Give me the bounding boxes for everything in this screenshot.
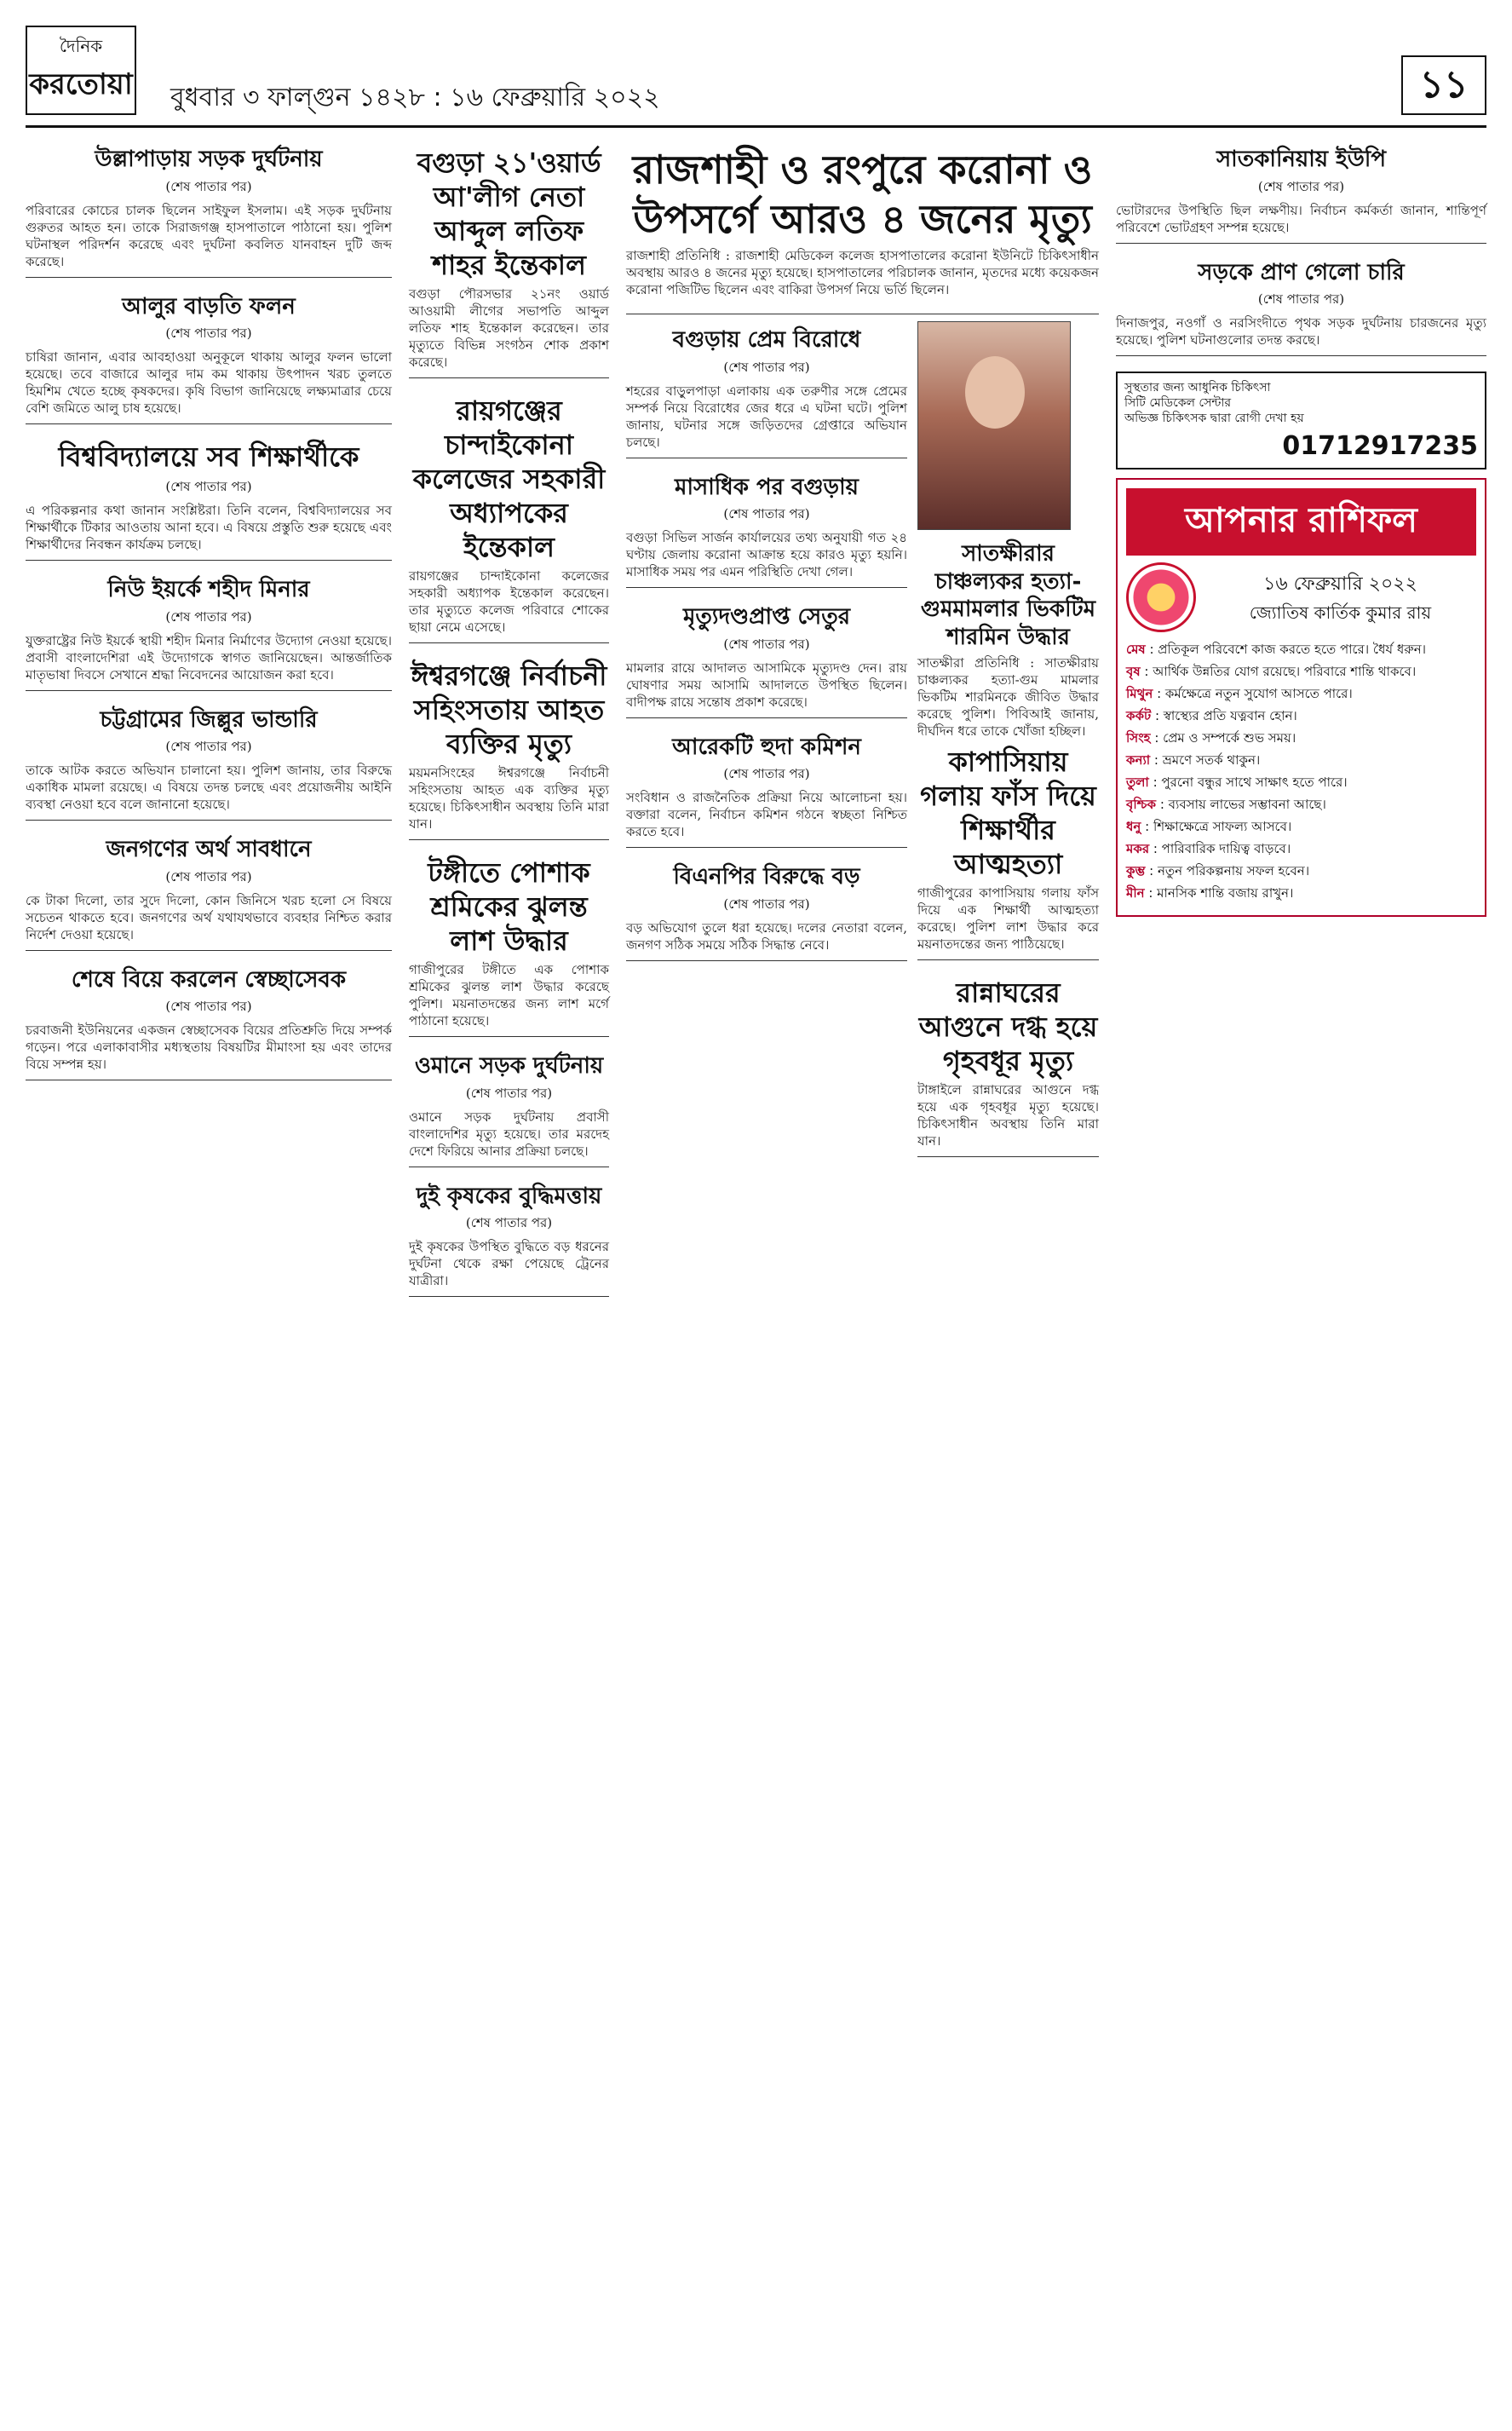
- ad-line-3: অভিজ্ঞ চিকিৎসক দ্বারা রোগী দেখা হয়: [1124, 412, 1304, 425]
- zodiac-sign-name: কুম্ভ: [1126, 863, 1146, 879]
- zodiac-sign-text: শিক্ষাক্ষেত্রে সাফল্য আসবে।: [1153, 819, 1292, 834]
- story-text: গাজীপুরের কাপাসিয়ায় গলায় ফাঁস দিয়ে এক শিক্ষার্থী আত্মহত্যা করেছে। পুলিশ লাশ উদ্ধার করে ময়নাতদন্তের জন্য পাঠিয়েছে।: [917, 885, 1099, 952]
- story-text: বগুড়া পৌরসভার ২১নং ওয়ার্ড আওয়ামী লীগের সভাপতি আব্দুল লতিফ শাহ ইন্তেকাল করেছেন। তার মৃত্যুতে বিভিন্ন সংগঠন শোক প্রকাশ করেছে।: [409, 286, 609, 370]
- zodiac-sign-text: স্বাস্থ্যের প্রতি যত্নবান হোন।: [1163, 708, 1297, 723]
- column-4: [1116, 141, 1486, 917]
- story-headline: মাসাধিক পর বগুড়ায়: [675, 474, 859, 500]
- story-headline: সাতকানিয়ায় ইউপি: [1216, 147, 1386, 172]
- zodiac-sign-text: পুরনো বন্ধুর সাথে সাক্ষাৎ হতে পারে।: [1161, 775, 1348, 790]
- story-headline: বগুড়ায় প্রেম বিরোধে: [672, 327, 861, 353]
- story-headline: মৃত্যুদণ্ডপ্রাপ্ত সেতুর: [682, 604, 851, 630]
- continuation-tag: (শেষ পাতার পর): [165, 999, 252, 1014]
- zodiac-sign-entry: কুম্ভ : নতুন পরিকল্পনায় সফল হবেন।: [1126, 863, 1310, 879]
- news-story: [26, 440, 392, 561]
- continuation-tag: (শেষ পাতার পর): [1257, 291, 1345, 307]
- story-text: দুই কৃষকের উপস্থিত বুদ্ধিতে বড় ধরনের দুর্ঘটনা থেকে রক্ষা পেয়েছে ট্রেনের যাত্রীরা।: [409, 1239, 609, 1288]
- news-story: [626, 603, 907, 718]
- ad-phone: 01712917235: [1282, 431, 1478, 461]
- masthead: [26, 17, 1486, 128]
- zodiac-sign-text: ভ্রমণে সতর্ক থাকুন।: [1162, 752, 1261, 768]
- news-story: [409, 394, 609, 643]
- story-text: সংবিধান ও রাজনৈতিক প্রক্রিয়া নিয়ে আলোচনা হয়। বক্তারা বলেন, নির্বাচন কমিশন গঠনে স্বচ্ছতা নিশ্চিত করতে হবে।: [626, 790, 907, 839]
- ad-line-2: সিটি মেডিকেল সেন্টার: [1124, 396, 1232, 410]
- continuation-tag: (শেষ পাতার পর): [165, 479, 252, 494]
- story-headline: বিএনপির বিরুদ্ধে বড়: [673, 864, 860, 890]
- news-story: [409, 1052, 609, 1167]
- zodiac-sign-entry: ধনু : শিক্ষাক্ষেত্রে সাফল্য আসবে।: [1126, 819, 1292, 834]
- story-headline: টঙ্গীতে পোশাক শ্রমিকের ঝুলন্ত লাশ উদ্ধার: [428, 856, 590, 957]
- story-headline: আলুর বাড়তি ফলন: [122, 293, 296, 320]
- continuation-tag: (শেষ পাতার পর): [165, 325, 252, 341]
- news-story: [26, 293, 392, 425]
- story-text: চাষিরা জানান, এবার আবহাওয়া অনুকূলে থাকায় আলুর ফলন ভালো হয়েছে। তবে বাজারে আলুর দাম কম থাকায় উৎপাদন খরচ তুলতে হিমশিম খেতে হচ্ছে কৃষকদের। কৃষি বিভাগ জানিয়েছে লক্ষ্যমাত্রার চেয়ে বেশি জমিতে আলু চাষ হয়েছে।: [26, 349, 392, 416]
- zodiac-sign-text: প্রেম ও সম্পর্কে শুভ সময়।: [1163, 730, 1296, 746]
- zodiac-sign-text: নতুন পরিকল্পনায় সফল হবেন।: [1157, 863, 1310, 879]
- continuation-tag: (শেষ পাতার পর): [723, 766, 810, 781]
- zodiac-sign-entry: বৃষ : আর্থিক উন্নতির যোগ রয়েছে। পরিবারে শান্তি থাকবে।: [1126, 664, 1417, 679]
- zodiac-sign-text: মানসিক শান্তি বজায় রাখুন।: [1157, 885, 1294, 901]
- zodiac-sign-text: পারিবারিক দায়িত্ব বাড়বে।: [1161, 841, 1291, 856]
- zodiac-wheel-icon: [1126, 562, 1196, 632]
- zodiac-sign-entry: মিথুন : কর্মক্ষেত্রে নতুন সুযোগ আসতে পারে।: [1126, 686, 1353, 701]
- advertisement: [1116, 372, 1486, 469]
- news-story: [26, 966, 392, 1081]
- zodiac-sign-entry: বৃশ্চিক : ব্যবসায় লাভের সম্ভাবনা আছে।: [1126, 797, 1326, 812]
- zodiac-sign-entry: মেষ : প্রতিকূল পরিবেশে কাজ করতে হতে পারে। ধৈর্য ধরুন।: [1126, 642, 1427, 657]
- news-story: [1116, 146, 1486, 244]
- zodiac-sign-text: কর্মক্ষেত্রে নতুন সুযোগ আসতে পারে।: [1164, 686, 1353, 701]
- news-story: [26, 576, 392, 691]
- news-story: [409, 146, 609, 378]
- zodiac-sign-name: কর্কট: [1126, 708, 1152, 723]
- story-text: যুক্তরাষ্ট্রের নিউ ইয়র্কে স্থায়ী শহীদ মিনার নির্মাণের উদ্যোগ নেওয়া হয়েছে। প্রবাসী বাংলাদেশিরা এই উদ্যোগকে স্বাগত জানিয়েছেন। আন্তর্জাতিক মাতৃভাষা দিবসে সেখানে শ্রদ্ধা নিবেদনের আয়োজন করা হবে।: [26, 632, 392, 683]
- story-text: কে টাকা দিলো, তার সুদে দিলো, কোন জিনিসে খরচ হলো সে বিষয়ে সচেতন থাকতে হবে। জনগণের অর্থ যথাযথভাবে ব্যবহার নিশ্চিত করার নির্দেশ দেওয়া হয়েছে।: [26, 892, 392, 942]
- zodiac-sign-entry: তুলা : পুরনো বন্ধুর সাথে সাক্ষাৎ হতে পারে।: [1126, 775, 1348, 790]
- story-text: ভোটারদের উপস্থিতি ছিল লক্ষণীয়। নির্বাচন কর্মকর্তা জানান, শান্তিপূর্ণ পরিবেশে ভোটগ্রহণ সম্পন্ন হয়েছে।: [1116, 202, 1486, 235]
- zodiac-sign-name: সিংহ: [1126, 730, 1151, 746]
- continuation-tag: (শেষ পাতার পর): [465, 1215, 553, 1230]
- continuation-tag: (শেষ পাতার পর): [165, 868, 252, 884]
- story-text: এ পরিকল্পনার কথা জানান সংশ্লিষ্টরা। তিনি বলেন, বিশ্ববিদ্যালয়ের সব শিক্ষার্থীকে টিকার আওতায় আনা হবে। এ বিষয়ে প্রস্তুতি শুরু হয়েছে এবং শিক্ষার্থীদের নিবন্ধন কার্যক্রম চলছে।: [26, 503, 392, 552]
- page-number: ১১: [1401, 55, 1486, 115]
- continuation-tag: (শেষ পাতার পর): [723, 506, 810, 521]
- story-headline: চট্টগ্রামের জিল্লুর ভান্ডারি: [100, 706, 318, 733]
- story-text: বড় অভিযোগ তুলে ধরা হয়েছে। দলের নেতারা বলেন, জনগণ সঠিক সময়ে সঠিক সিদ্ধান্ত নেবে।: [626, 919, 907, 953]
- zodiac-sign-name: মীন: [1126, 885, 1145, 901]
- lead-story: [626, 146, 1099, 298]
- news-story: [26, 706, 392, 821]
- lead-text: রাজশাহী প্রতিনিধি : রাজশাহী মেডিকেল কলেজ হাসপাতালের করোনা ইউনিটে চিকিৎসাধীন অবস্থায় আরও ৪ জনের মৃত্যু হয়েছে। হাসপাতালের পরিচালক জানান, মৃতদের মধ্যে কয়েকজন করোনা পজিটিভ ছিলেন এবং বাকিরা উপসর্গ নিয়ে ভর্তি ছিলেন।: [626, 248, 1099, 297]
- column-3: [626, 141, 1099, 1172]
- news-story: [409, 855, 609, 1037]
- news-story: [26, 146, 392, 278]
- newspaper-logo: [26, 26, 136, 115]
- story-text: দিনাজপুর, নওগাঁ ও নরসিংদীতে পৃথক সড়ক দুর্ঘটনায় চারজনের মৃত্যু হয়েছে। পুলিশ ঘটনাগুলোর তদন্ত করছে।: [1116, 315, 1486, 348]
- story-headline: রান্নাঘরের আগুনে দগ্ধ হয়ে গৃহবধূর মৃত্যু: [918, 976, 1098, 1077]
- continuation-tag: (শেষ পাতার পর): [165, 739, 252, 754]
- zodiac-sign-name: বৃষ: [1126, 664, 1141, 679]
- story-headline: সড়কে প্রাণ গেলো চারি: [1198, 259, 1405, 285]
- ad-line-1: সুস্থতার জন্য আধুনিক চিকিৎসা: [1124, 381, 1271, 395]
- story-headline: দুই কৃষকের বুদ্ধিমত্তায়: [416, 1183, 602, 1209]
- news-story: [409, 659, 609, 840]
- story-text: টাঙ্গাইলে রান্নাঘরের আগুনে দগ্ধ হয়ে এক গৃহবধূর মৃত্যু হয়েছে। চিকিৎসাধীন অবস্থায় তিনি মারা যান।: [917, 1082, 1099, 1149]
- story-headline: কাপাসিয়ায় গলায় ফাঁস দিয়ে শিক্ষার্থীর আত্মহত্যা: [920, 746, 1096, 880]
- continuation-tag: (শেষ পাতার পর): [165, 178, 252, 194]
- horoscope-title: আপনার রাশিফল: [1126, 488, 1476, 556]
- horoscope-astrologer: জ্যোতিষ কার্তিক কুমার রায়: [1249, 602, 1432, 623]
- zodiac-sign-name: মিথুন: [1126, 686, 1153, 701]
- zodiac-sign-name: ধনু: [1126, 819, 1141, 834]
- zodiac-sign-text: প্রতিকূল পরিবেশে কাজ করতে হতে পারে। ধৈর্য ধরুন।: [1158, 642, 1427, 657]
- victim-photo: [917, 321, 1071, 530]
- zodiac-sign-entry: মীন : মানসিক শান্তি বজায় রাখুন।: [1126, 885, 1294, 901]
- story-headline: বিশ্ববিদ্যালয়ে সব শিক্ষার্থীকে: [58, 441, 359, 473]
- continuation-tag: (শেষ পাতার পর): [723, 896, 810, 912]
- zodiac-sign-entry: কন্যা : ভ্রমণে সতর্ক থাকুন।: [1126, 752, 1261, 768]
- logo-small-text: দৈনিক: [59, 36, 103, 56]
- continuation-tag: (শেষ পাতার পর): [723, 636, 810, 652]
- story-text: মামলার রায়ে আদালত আসামিকে মৃত্যুদণ্ড দেন। রায় ঘোষণার সময় আসামি আদালতে উপস্থিত ছিলেন। বাদীপক্ষ রায়ে সন্তোষ প্রকাশ করেছে।: [626, 660, 907, 710]
- news-story: [26, 836, 392, 951]
- story-headline: রায়গঞ্জের চান্দাইকোনা কলেজের সহকারী অধ্যাপকের ইন্তেকাল: [412, 395, 606, 563]
- continuation-tag: (শেষ পাতার পর): [165, 608, 252, 625]
- photo-story-text: সাতক্ষীরা প্রতিনিধি : সাতক্ষীরায় চাঞ্চল্যকর হত্যা-গুম মামলার ভিকটিম শারমিনকে জীবিত উদ্ধার করেছে পুলিশ। পিবিআই জানায়, দীর্ঘদিন ধরে তাকে খোঁজা হচ্ছিল।: [917, 655, 1099, 739]
- horoscope-box: [1116, 478, 1486, 917]
- story-headline: শেষে বিয়ে করলেন স্বেচ্ছাসেবক: [71, 966, 347, 993]
- story-headline: নিউ ইয়র্কে শহীদ মিনার: [107, 577, 310, 602]
- story-text: বগুড়া সিভিল সার্জন কার্যালয়ের তথ্য অনুযায়ী গত ২৪ ঘণ্টায় জেলায় করোনা আক্রান্ত হয়ে কারও মৃত্যু হয়নি। মাসাধিক সময় পর এমন পরিস্থিতি দেখা গেল।: [626, 530, 907, 579]
- continuation-tag: (শেষ পাতার পর): [465, 1085, 553, 1101]
- story-text: চরবাজনী ইউনিয়নের একজন স্বেচ্ছাসেবক বিয়ের প্রতিশ্রুতি দিয়ে সম্পর্ক গড়েন। পরে এলাকাবাসীর মধ্যস্থতায় বিষয়টির মীমাংসা হয় এবং তাদের বিয়ে সম্পন্ন হয়।: [26, 1023, 392, 1072]
- dateline: বুধবার ৩ ফাল্গুন ১৪২৮ : ১৬ ফেব্রুয়ারি ২০২২: [170, 83, 660, 112]
- logo-large-text: করতোয়া: [29, 67, 133, 101]
- news-story: [1116, 259, 1486, 357]
- news-story: [917, 976, 1099, 1157]
- continuation-tag: (শেষ পাতার পর): [1257, 178, 1345, 194]
- story-text: তাকে আটক করতে অভিযান চালানো হয়। পুলিশ জানায়, তার বিরুদ্ধে একাধিক মামলা রয়েছে। এ বিষয়ে তদন্ত চলছে এবং প্রয়োজনীয় আইনি ব্যবস্থা নেওয়া হবে বলে জানানো হয়েছে।: [26, 763, 392, 812]
- news-story: [626, 863, 907, 961]
- horoscope-date: ১৬ ফেব্রুয়ারি ২০২২: [1263, 573, 1417, 595]
- story-headline: বগুড়া ২১'ওয়ার্ড আ'লীগ নেতা আব্দুল লতিফ শাহর ইন্তেকাল: [417, 147, 601, 281]
- story-text: শহরের বাড়ুলপাড়া এলাকায় এক তরুণীর সঙ্গে প্রেমের সম্পর্ক নিয়ে বিরোধের জের ধরে এ ঘটনা ঘটে। পুলিশ জানায়, ঘটনার সঙ্গে জড়িতদের গ্রেপ্তারে অভিযান চলছে।: [626, 383, 907, 450]
- story-text: ওমানে সড়ক দুর্ঘটনায় প্রবাসী বাংলাদেশির মৃত্যু হয়েছে। তার মরদেহ দেশে ফিরিয়ে আনার প্রক্রিয়া চলছে।: [409, 1109, 609, 1159]
- story-headline: উল্লাপাড়ায় সড়ক দুর্ঘটনায়: [95, 147, 323, 172]
- zodiac-sign-name: তুলা: [1126, 775, 1149, 790]
- news-story: [626, 474, 907, 589]
- column-2: [409, 141, 609, 1312]
- story-headline: আরেকটি হুদা কমিশন: [672, 734, 861, 760]
- lead-headline: রাজশাহী ও রংপুরে করোনা ও উপসর্গে আরও ৪ জনের মৃত্যু: [632, 147, 1093, 242]
- zodiac-sign-entry: সিংহ : প্রেম ও সম্পর্কে শুভ সময়।: [1126, 730, 1296, 746]
- continuation-tag: (শেষ পাতার পর): [723, 359, 810, 375]
- news-story: [917, 745, 1099, 960]
- story-headline: জনগণের অর্থ সাবধানে: [106, 837, 312, 862]
- column-1: [26, 141, 392, 1096]
- story-text: গাজীপুরের টঙ্গীতে এক পোশাক শ্রমিকের ঝুলন্ত লাশ উদ্ধার করেছে পুলিশ। ময়নাতদন্তের জন্য লাশ মর্গে পাঠানো হয়েছে।: [409, 962, 609, 1028]
- story-text: পরিবারের কোচের চালক ছিলেন সাইফুল ইসলাম। এই সড়ক দুর্ঘটনায় গুরুতর আহত হন। তাকে সিরাজগঞ্জ হাসপাতালে পাঠানো হয়। পুলিশ ঘটনাস্থল পরিদর্শন করেছে এবং দুর্ঘটনা কবলিত যানবাহন দুটি জব্দ করেছে।: [26, 202, 392, 269]
- zodiac-sign-text: ব্যবসায় লাভের সম্ভাবনা আছে।: [1168, 797, 1326, 812]
- column-3-stories: [626, 321, 907, 1172]
- column-3-side: [917, 321, 1099, 1172]
- photo-story-headline: সাতক্ষীরার চাঞ্চল্যকর হত্যা-গুমমামলার ভিকটিম শারমিন উদ্ধার: [920, 541, 1096, 650]
- news-story: [626, 326, 907, 458]
- story-headline: ঈশ্বরগঞ্জে নির্বাচনী সহিংসতায় আহত ব্যক্তির মৃত্যু: [411, 660, 607, 760]
- zodiac-sign-name: মকর: [1126, 841, 1150, 856]
- zodiac-sign-name: বৃশ্চিক: [1126, 797, 1157, 812]
- zodiac-sign-text: আর্থিক উন্নতির যোগ রয়েছে। পরিবারে শান্তি থাকবে।: [1153, 664, 1417, 679]
- story-text: রায়গঞ্জের চান্দাইকোনা কলেজের সহকারী অধ্যাপক ইন্তেকাল করেছেন। তার মৃত্যুতে কলেজ পরিবারে শোকের ছায়া নেমে এসেছে।: [409, 568, 609, 635]
- news-story: [409, 1183, 609, 1298]
- zodiac-signs: [1126, 641, 1476, 902]
- zodiac-sign-name: কন্যা: [1126, 752, 1151, 768]
- zodiac-sign-entry: কর্কট : স্বাস্থ্যের প্রতি যত্নবান হোন।: [1126, 708, 1297, 723]
- story-headline: ওমানে সড়ক দুর্ঘটনায়: [414, 1053, 604, 1079]
- zodiac-sign-name: মেষ: [1126, 642, 1146, 657]
- news-story: [626, 734, 907, 849]
- zodiac-sign-entry: মকর : পারিবারিক দায়িত্ব বাড়বে।: [1126, 841, 1291, 856]
- story-text: ময়মনসিংহের ঈশ্বরগঞ্জে নির্বাচনী সহিংসতায় আহত এক ব্যক্তির মৃত্যু হয়েছে। চিকিৎসাধীন অবস্থায় তিনি মারা যান।: [409, 765, 609, 832]
